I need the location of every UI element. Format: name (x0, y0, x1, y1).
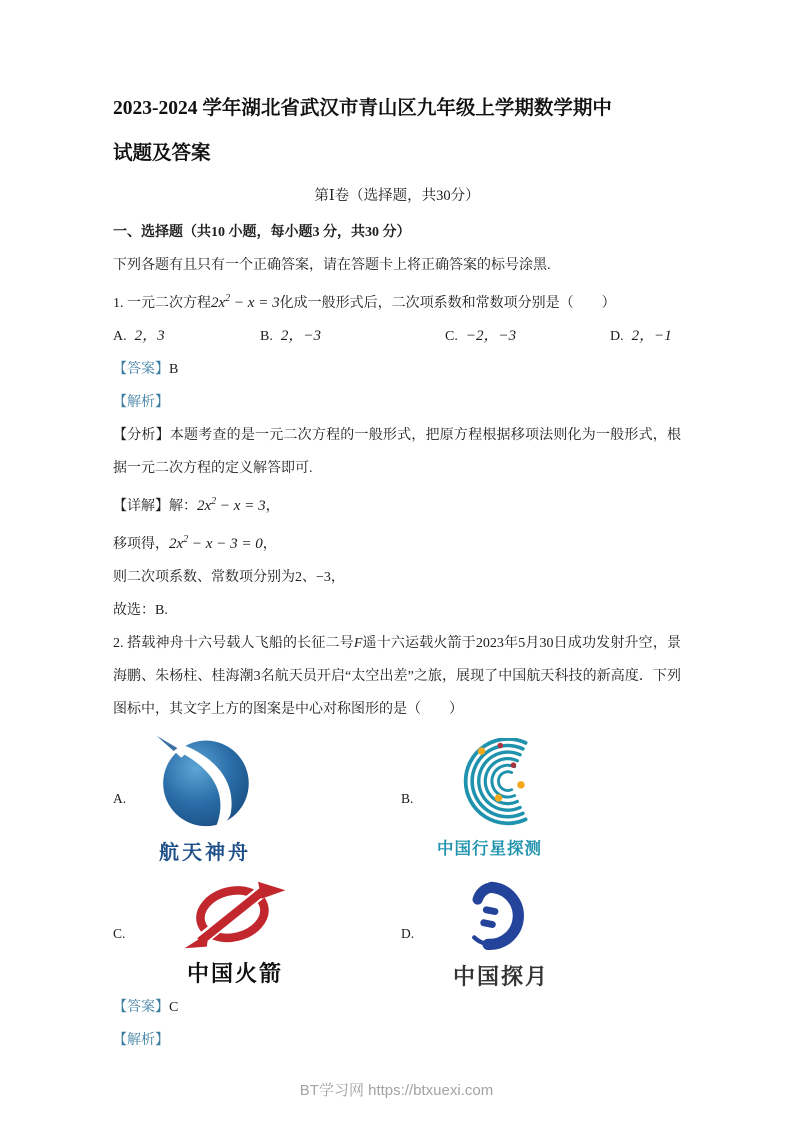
logo-option-d (401, 877, 549, 991)
option-d: D. 2，−1 (610, 328, 672, 344)
shenzhou-globe-logo-icon (145, 732, 265, 834)
analysis-paragraph-q1: 【分析】本题考查的是一元二次方程的一般形式，把原方程根据移项法则化为一般形式，根据一元二次方程的定义解答即可. (113, 428, 681, 476)
logo-caption: 中国火箭 (186, 961, 283, 986)
question-2-stem: 2. 搭载神舟十六号载人飞船的长征二号F遥十六运载火箭于2023年5月30日成功发射升空，景海鹏、朱杨柱、桂海潮3名航天员开启“太空出差”之旅，展现了中国航天科技的新高度．下列图标中，其文字上方的图案是中心对称图形的是（ ） (113, 636, 682, 717)
section-instruction: 下列各题有且只有一个正确答案，请在答题卡上将正确答案的标号涂黑. (113, 258, 551, 273)
detail-line-4: 故选：B. (113, 603, 168, 618)
logo-caption: 航天神舟 (159, 842, 251, 864)
option-c-label: C. (113, 926, 126, 941)
answer-label: 【答案】 (113, 1000, 169, 1015)
option-b: B. 2，−3 (260, 328, 321, 344)
logo-option-b (401, 738, 542, 859)
option-a: A. 2，3 (113, 328, 165, 344)
question-2-number: 2. (113, 636, 124, 651)
question-1-number: 1. (113, 296, 124, 311)
logo-option-c (113, 880, 401, 988)
volume-header: 第Ⅰ卷（选择题，共30分） (314, 188, 480, 204)
question-1-text-pre: 一元二次方程 (127, 296, 211, 311)
analysis-label-q2: 【解析】 (113, 1033, 169, 1048)
option-d-label: D. (401, 926, 415, 941)
question-1-text-post: 化成一般形式后，二次项系数和常数项分别是（ ） (279, 296, 616, 311)
detail-line-1: 【详解】解：$2x^2 - x = 3$， (113, 496, 280, 514)
question-1-stem (113, 282, 681, 320)
logo-caption: 中国探月 (453, 964, 550, 989)
logo-row-1 (113, 732, 681, 865)
equation-step-1: $2x^2 - x = 3$ (197, 496, 266, 514)
logo-option-a (113, 732, 401, 865)
answer-label: 【答案】 (113, 362, 169, 377)
option-b-label: B. (401, 790, 414, 806)
exam-title (113, 86, 681, 176)
exam-title-line1: 2023-2024 学年湖北省武汉市青山区九年级上学期数学期中 (113, 98, 612, 119)
answer-line-q1 (113, 353, 681, 386)
footer-watermark: BT学习网 https://btxuexi.com (299, 1082, 494, 1099)
lunar-exploration-moon-logo-icon (453, 877, 549, 958)
logo-row-2 (113, 877, 681, 991)
equation-step-2: $2x^2 - x - 3 = 0$ (169, 534, 263, 552)
analysis-label-q1: 【解析】 (113, 395, 169, 410)
section-heading: 一、选择题（共10 小题，每小题3 分，共30 分） (113, 225, 411, 240)
exam-title-line2: 试题及答案 (113, 143, 211, 164)
logo-caption: 中国行星探测 (437, 840, 542, 858)
question-1-options (113, 320, 681, 353)
option-c: C. −2，−3 (445, 328, 517, 344)
detail-line-3: 则二次项系数、常数项分别为2、−3， (113, 570, 345, 585)
answer-value: B (169, 362, 179, 377)
question-2-logo-grid (113, 732, 681, 991)
variable-F: F (353, 636, 363, 651)
detail-line-2: 移项得，$2x^2 - x - 3 = 0$， (113, 534, 277, 552)
equation-original: $2x^2 - x = 3$ (211, 293, 280, 311)
china-rocket-z-logo-icon (179, 880, 291, 955)
answer-line-q2 (113, 991, 681, 1024)
answer-value: C (169, 1000, 179, 1015)
option-a-label: A. (113, 790, 127, 806)
planet-exploration-arcs-logo-icon (438, 738, 542, 833)
